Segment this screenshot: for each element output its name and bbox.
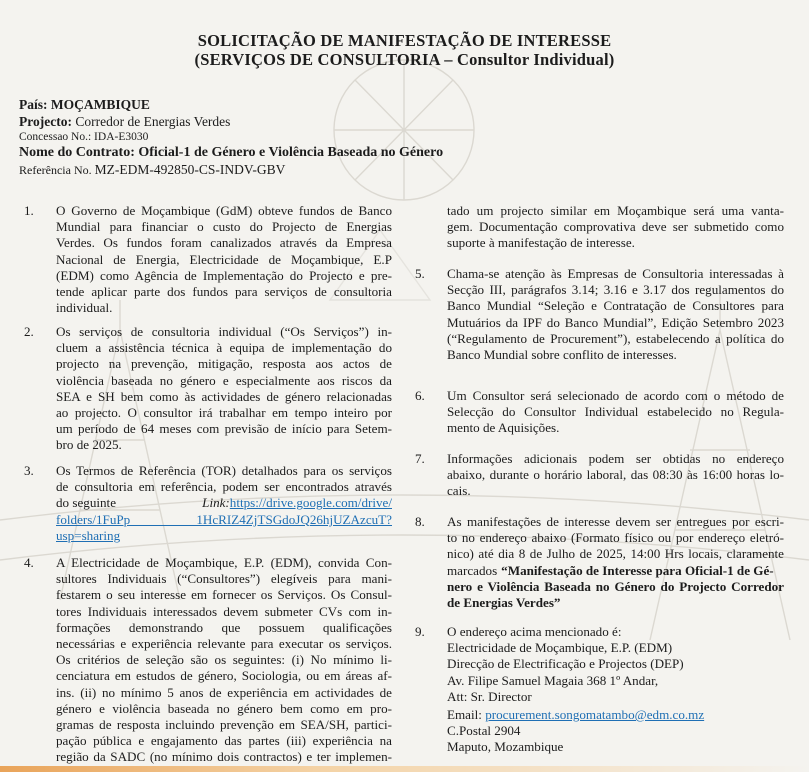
link-label: Link: [202, 495, 230, 511]
country-label: País: [19, 97, 48, 112]
contract-value: Oficial-1 de Género e Violência Baseada no Género [138, 145, 444, 160]
bold-title-line: nero e Violência Baseada no Género do Projecto Corredor [447, 578, 784, 594]
email-link[interactable]: procurement.songomatambo@edm.co.mz [485, 707, 705, 723]
address-line: O endereço acima mencionado é: [447, 624, 622, 639]
link-inline [202, 495, 392, 511]
left-column [0, 0, 400, 772]
paragraph-line: Banco Mundial “Seleção e Contratação de Consultores para [447, 298, 784, 314]
paragraph-line: cais. [447, 483, 471, 499]
paragraph-number: 1. [24, 203, 34, 218]
paragraph-line: Secção III, parágrafos 3.14; 3.16 e 3.17 dos regulamentos do [447, 282, 784, 298]
paragraph-line: abaixo, durante o horário laboral, das 08:30 às 16:00 horas lo- [447, 467, 784, 483]
page-subtitle: (SERVIÇOS DE CONSULTORIA – Consultor Individual) [194, 50, 615, 69]
reference-value: MZ-EDM-492850-CS-INDV-GBV [94, 162, 286, 177]
paragraph-text [447, 514, 784, 611]
paragraph-number: 6. [415, 388, 425, 403]
email-line [447, 707, 784, 723]
paragraph-line: região da SADC (no mínimo dois contractos) e ter implemen- [56, 749, 392, 765]
paragraph-line: ins. (ii) no mínimo 5 anos de experiência em actividades de [56, 684, 392, 700]
bold-title-line: de Energias Verdes” [447, 595, 561, 611]
tor-link-end[interactable]: usp=sharing [56, 527, 121, 543]
address-block [447, 624, 784, 756]
paragraph-line: As manifestações de interesse devem ser entregues por escri- [447, 514, 784, 529]
paragraph-text [56, 203, 392, 316]
paragraph-number: 5. [415, 266, 425, 281]
paragraph-line: cenciatura em estudos de género, Sociologia, ou em áreas af- [56, 668, 392, 684]
paragraph-line: festarem o seu interesse em fornecer os Serviços. Os Consul- [56, 587, 392, 603]
tor-link-cont[interactable]: folders/1FuPp 1HcRIZ4ZjTSGdoJQ26hjUZAzcuT? [56, 511, 392, 527]
paragraph-text [56, 555, 392, 766]
paragraph-line: de consultoria em referência, podem ser encontrados através [56, 479, 392, 495]
paragraph-line: do seguinte [56, 495, 117, 511]
paragraph-number: 4. [24, 555, 34, 570]
paragraph-line: O Governo de Moçambique (GdM) obteve fundos de Banco [56, 203, 392, 218]
paragraph-line: um período de 64 meses com previsão de início para Setem- [56, 421, 392, 437]
paragraph-line: Selecção do Consultor Individual estabelecido no Regula- [447, 404, 784, 420]
link-line [56, 495, 392, 511]
paragraph-line: sultores Individuais (“Consultores”) elegíveis para mani- [56, 571, 392, 587]
paragraph-line: ao projecto. O consultor irá trabalhar em tempo inteiro por [56, 405, 392, 421]
address-line: Electricidade de Moçambique, E.P. (EDM) [447, 640, 673, 656]
paragraph-line: violência baseada no género e especialmente aos riscos da [56, 372, 392, 388]
paragraph-line: projecto na prevenção, mitigação, resposta aos actos de [56, 356, 392, 372]
page-title: SOLICITAÇÃO DE MANIFESTAÇÃO DE INTERESSE [197, 31, 612, 50]
paragraph-line: Banco Mundial sobre conflito de interesses. [447, 347, 677, 363]
paragraph-line: A Electricidade de Moçambique, E.P. (EDM), convida Con- [56, 555, 392, 570]
project-label: Projecto: [19, 114, 72, 129]
paragraph-text [447, 203, 784, 252]
right-column [400, 0, 809, 772]
address-line: Att: Sr. Director [447, 688, 532, 704]
paragraph-line: marcados [447, 562, 498, 578]
paragraph-number: 3. [24, 463, 34, 478]
paragraph-line: nico) até dia 8 de Julho de 2025, 14:00 Hrs locais, claramente [447, 546, 784, 562]
paragraph-line: bro de 2025. [56, 437, 122, 453]
paragraph-line: to no endereço abaixo (Formato físico ou por endereço eletró- [447, 530, 784, 546]
email-label: Email: [447, 707, 482, 723]
concession-line: Concessao No.: IDA-E3030 [19, 131, 149, 143]
paragraph-line: género e violência baseada no género bem como em pro- [56, 700, 392, 716]
paragraph-line: Os Termos de Referência (TOR) detalhados para os serviços [56, 463, 392, 478]
paragraph-line: gramas de resposta incluindo prevenção em SEA/SH, partici- [56, 717, 392, 733]
paragraph-line: formações demonstrando que possuem qualificações [56, 619, 392, 635]
paragraph-line: Os critérios de seleção são os seguintes: (i) No mínimo li- [56, 652, 392, 668]
paragraph-text [56, 324, 392, 454]
paragraph-line: mento de Aquisições. [447, 420, 560, 436]
country-value: MOÇAMBIQUE [50, 97, 150, 112]
paragraph-line: Verdes. Os fundos foram canalizados através da Empresa [56, 235, 392, 251]
address-line: Direcção de Electrificação e Projectos (DEP) [447, 656, 684, 672]
paragraph-line: (EDM) como Agência de Implementação do Projecto e pre- [56, 267, 392, 283]
paragraph-text [56, 463, 392, 544]
paragraph-line: Nacional de Energia, Electricidade de Moçambique, E.P [56, 251, 392, 267]
paragraph-number: 7. [415, 451, 425, 466]
paragraph-number: 9. [415, 624, 425, 639]
paragraph-line: individual. [56, 300, 113, 316]
paragraph-line: Um Consultor será selecionado de acordo com o método de [447, 388, 784, 403]
paragraph-line: gem. Documentação comprovativa deve ser submetido como [447, 219, 784, 235]
paragraph-text [447, 266, 784, 363]
paragraph-text [447, 451, 784, 500]
paragraph-line: suporte à manifestação de interesse. [447, 235, 635, 251]
paragraph-text [447, 388, 784, 437]
bold-title-line: “Manifestação de Interesse para Oficial-1 de Gé- [501, 562, 774, 578]
paragraph-line: tado um projecto similar em Moçambique será uma vanta- [447, 203, 784, 218]
paragraph-line: cluem a assistência técnica à equipa de implementação do [56, 340, 392, 356]
address-line: C.Postal 2904 [447, 723, 521, 739]
reference-label: Referência No. [19, 163, 92, 177]
project-value: Corredor de Energias Verdes [75, 114, 231, 129]
paragraph-number: 2. [24, 324, 34, 339]
paragraph-line: necessárias e experiência relevante para executar os serviços. [56, 636, 392, 652]
paragraph-line: Mutuários da IPF do Banco Mundial”, Edição Setembro 2023 [447, 314, 784, 330]
paragraph-line: tores Individuais interessados devem submeter CVs com in- [56, 603, 392, 619]
contract-label: Nome do Contrato: [19, 145, 135, 160]
paragraph-line: SEA e SH bem como às actividades de género relacionadas [56, 388, 392, 404]
bottom-accent-bar [0, 766, 809, 772]
paragraph-line: Os serviços de consultoria individual (“Os Serviços”) in- [56, 324, 392, 339]
paragraph-line: (“Regulamento de Procurement”), estabelecendo a política do [447, 330, 784, 346]
paragraph-line: Mundial para financiar o custo do Projecto de Energias [56, 219, 392, 235]
paragraph-number: 8. [415, 514, 425, 529]
address-line: Maputo, Mozambique [447, 739, 564, 755]
tor-link[interactable]: https://drive.google.com/drive/ [229, 495, 392, 511]
address-line: Av. Filipe Samuel Magaia 368 1º Andar, [447, 672, 659, 688]
paragraph-line: pação pública e engajamento das partes (iii) experiência na [56, 733, 392, 749]
paragraph-line: Chama-se atenção às Empresas de Consultoria interessadas à [447, 266, 784, 281]
paragraph-line: Informações adicionais podem ser obtidas no endereço [447, 451, 784, 466]
marked-line [447, 563, 784, 579]
paragraph-line: tende aplicar parte dos fundos para serviços de consultoria [56, 284, 392, 300]
